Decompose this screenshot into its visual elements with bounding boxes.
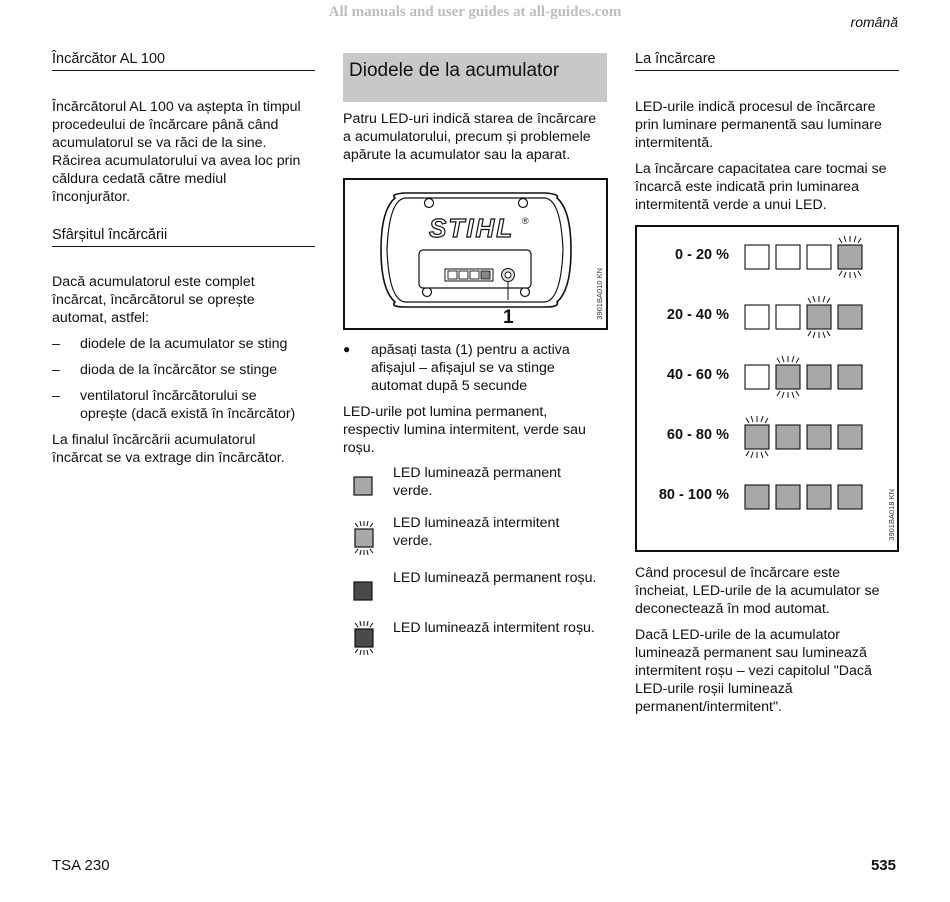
led-off-icon — [745, 245, 769, 269]
heading-charger: Încărcător AL 100 — [52, 50, 315, 71]
charging-paragraph-3: Când procesul de încărcare este încheiat, LED-urile de la acumulator se deconectează în mod automat. — [635, 565, 880, 617]
charge-level-leds — [737, 470, 877, 524]
led-on-icon — [838, 365, 862, 389]
registered-mark: ® — [522, 216, 529, 226]
led-on-icon — [838, 305, 862, 329]
charging-paragraph-2: La încărcare capacitatea care tocmai se încarcă este indicată prin luminarea intermitentă verde a unui LED. — [635, 161, 887, 213]
battery-illustration — [345, 180, 606, 328]
led-blinking-green-icon — [349, 517, 379, 559]
charger-paragraph: Încărcătorul AL 100 va aștepta în timpul procedeului de încărcare până când acumulatorul se va răci de la sine. Răcirea acumulatorului va avea loc prin căldura cedată către mediul înconjurător. — [52, 99, 301, 205]
led-on-icon — [807, 485, 831, 509]
column-3-bottom — [635, 564, 899, 716]
footer-model: TSA 230 — [52, 857, 110, 874]
figure-code: 3901BA010 KN — [595, 268, 604, 320]
brand-logo: STIHL — [429, 213, 515, 243]
led-blinking-icon — [776, 356, 800, 398]
dash-item-2 — [52, 361, 315, 379]
end-charging-paragraph: Dacă acumulatorul este complet încărcat, încărcătorul se oprește automat, astfel: — [52, 274, 255, 326]
led-blinking-icon — [838, 236, 862, 278]
dash-list — [52, 335, 315, 423]
dash-item-3 — [52, 387, 315, 423]
charge-level-label: 80 - 100 % — [658, 487, 729, 503]
led-on-icon — [776, 485, 800, 509]
led-on-icon — [838, 425, 862, 449]
led-off-icon — [745, 305, 769, 329]
final-paragraph: La finalul încărcării acumulatorul încărcat se va extrage din încărcător. — [52, 432, 285, 466]
heading-end-of-charging: Sfârșitul încărcării — [52, 226, 315, 247]
intro-text: Patru LED-uri indică starea de încărcare a acumulatorului, precum și problemele apărute la acumulator sau la aparat. — [343, 111, 597, 163]
led-steady-green-icon — [349, 472, 379, 502]
charge-level-figure — [635, 225, 899, 552]
column-1 — [52, 50, 315, 467]
legend-text: LED luminează intermitent roșu. — [393, 620, 595, 636]
battery-figure — [343, 178, 608, 330]
dash-item-text: ventilatorul încărcătorului se oprește (dacă există în încărcător) — [80, 388, 296, 422]
led-on-icon — [776, 425, 800, 449]
dash-symbol: – — [52, 336, 60, 352]
charge-level-label: 40 - 60 % — [666, 367, 729, 383]
charge-level-label: 60 - 80 % — [666, 427, 729, 443]
charge-level-leds — [737, 230, 877, 284]
section-heading: Diodele de la acumulator — [349, 60, 560, 81]
bullet-item — [343, 341, 609, 395]
led-on-icon — [745, 485, 769, 509]
legend-text: LED luminează permanent verde. — [393, 465, 561, 499]
led-off-icon — [776, 305, 800, 329]
intro-paragraph — [343, 110, 607, 164]
led-off-icon — [807, 245, 831, 269]
charge-level-leds — [737, 290, 877, 344]
led-on-icon — [807, 425, 831, 449]
dash-symbol: – — [52, 388, 60, 404]
charge-level-label: 20 - 40 % — [666, 307, 729, 323]
column-3 — [635, 50, 899, 214]
dash-item-1 — [52, 335, 315, 353]
charging-paragraph-4: Dacă LED-urile de la acumulator luminează permanent sau luminează intermitent roșu – vezi capitolul "Dacă LED-urile roșii luminează permanent/intermitent". — [635, 627, 872, 715]
bullet-block — [343, 341, 609, 457]
led-off-icon — [776, 245, 800, 269]
led-off-icon — [745, 365, 769, 389]
legend-text: LED luminează intermitent verde. — [393, 515, 560, 549]
language-label: română — [850, 14, 898, 30]
charge-level-leds — [737, 410, 877, 464]
figure-code: 3901BA018 KN — [887, 489, 896, 541]
section-heading-box — [343, 53, 607, 102]
dash-symbol: – — [52, 362, 60, 378]
legend-text: LED luminează permanent roșu. — [393, 570, 597, 586]
bullet-text: apăsați tasta (1) pentru a activa afișajul – afișajul se va stinge automat după 5 secunde — [371, 342, 570, 394]
led-blinking-red-icon — [349, 617, 379, 659]
charge-level-leds — [737, 350, 877, 404]
led-paragraph: LED-urile pot lumina permanent, respectiv lumina intermitent, verde sau roșu. — [343, 404, 586, 456]
charging-paragraph-1: LED-urile indică procesul de încărcare prin luminare permanentă sau luminare intermitentă. — [635, 99, 882, 151]
led-on-icon — [838, 485, 862, 509]
led-on-icon — [807, 365, 831, 389]
footer-page-number: 535 — [870, 857, 896, 874]
bullet-symbol: ● — [343, 342, 351, 356]
led-blinking-icon — [807, 296, 831, 338]
figure-callout-1: 1 — [503, 307, 514, 328]
dash-item-text: diodele de la acumulator se sting — [80, 336, 288, 352]
led-steady-red-icon — [349, 577, 379, 607]
charge-level-label: 0 - 20 % — [675, 247, 729, 263]
watermark: All manuals and user guides at all-guides.com — [328, 4, 622, 20]
dash-item-text: dioda de la încărcător se stinge — [80, 362, 278, 378]
led-blinking-icon — [745, 416, 769, 458]
heading-charging: La încărcare — [635, 50, 899, 71]
